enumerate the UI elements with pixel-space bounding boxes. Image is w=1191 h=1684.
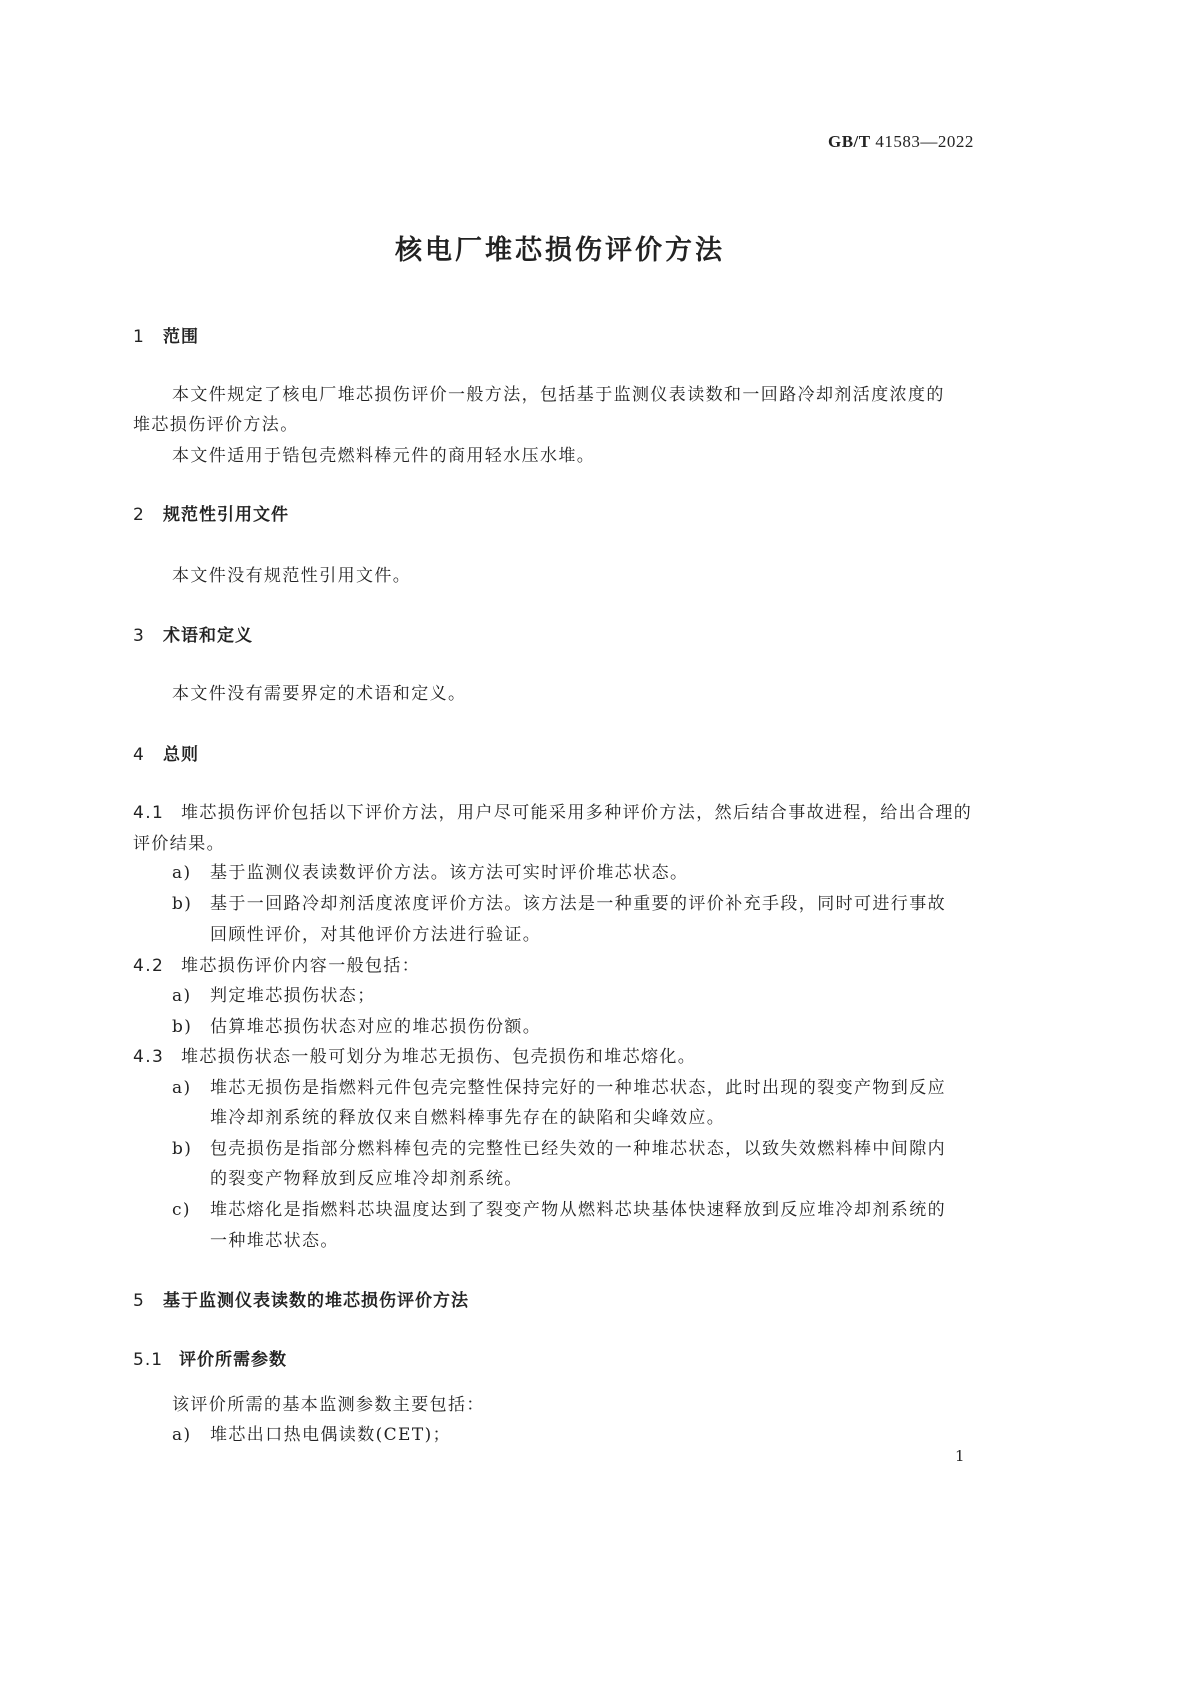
list-text: 堆芯无损伤是指燃料元件包壳完整性保持完好的一种堆芯状态，此时出现的裂变产物到反应 xyxy=(210,1078,946,1098)
paragraph-line: 本文件规定了核电厂堆芯损伤评价一般方法，包括基于监测仪表读数和一回路冷却剂活度浓度的 xyxy=(172,385,945,405)
clause-text: 堆芯损伤评价包括以下评价方法，用户尽可能采用多种评价方法，然后结合事故进程，给出合理的 xyxy=(181,803,973,823)
clause-title: 评价所需参数 xyxy=(179,1350,287,1370)
list-text: 判定堆芯损伤状态； xyxy=(210,986,376,1006)
list-item xyxy=(172,1012,541,1037)
list-text: 包壳损伤是指部分燃料棒包壳的完整性已经失效的一种堆芯状态，以致失效燃料棒中间隙内 xyxy=(210,1139,946,1159)
list-text: 估算堆芯损伤状态对应的堆芯损伤份额。 xyxy=(210,1017,542,1037)
section-number: 5 xyxy=(133,1291,145,1311)
section-number: 1 xyxy=(133,327,145,347)
section-1-heading xyxy=(133,322,199,347)
list-text-continued: 回顾性评价，对其他评价方法进行验证。 xyxy=(210,925,542,945)
section-number: 2 xyxy=(133,505,145,525)
page-number: 1 xyxy=(955,1447,965,1465)
clause-number: 4.3 xyxy=(133,1047,165,1067)
standard-code: 41583—2022 xyxy=(875,132,974,151)
list-item xyxy=(172,1195,946,1220)
list-label: a) xyxy=(172,986,192,1006)
list-item xyxy=(172,858,688,883)
list-item xyxy=(172,1073,946,1098)
paragraph-line: 堆芯损伤评价方法。 xyxy=(133,415,299,435)
paragraph: 本文件适用于锆包壳燃料棒元件的商用轻水压水堆。 xyxy=(172,446,596,466)
list-text: 基于一回路冷却剂活度浓度评价方法。该方法是一种重要的评价补充手段，同时可进行事故 xyxy=(210,894,946,914)
paragraph-line: 评价结果。 xyxy=(133,834,225,854)
section-number: 3 xyxy=(133,626,145,646)
section-title: 基于监测仪表读数的堆芯损伤评价方法 xyxy=(163,1291,469,1311)
clause-number: 5.1 xyxy=(133,1350,164,1370)
list-label: a) xyxy=(172,1425,192,1445)
list-text: 堆芯熔化是指燃料芯块温度达到了裂变产物从燃料芯块基体快速释放到反应堆冷却剂系统的 xyxy=(210,1200,946,1220)
clause-4-1 xyxy=(133,798,972,823)
clause-4-2 xyxy=(133,951,420,976)
list-item xyxy=(172,1134,946,1159)
clause-number: 4.1 xyxy=(133,803,165,823)
list-text: 基于监测仪表读数评价方法。该方法可实时评价堆芯状态。 xyxy=(210,863,689,883)
section-title: 规范性引用文件 xyxy=(163,505,289,525)
standard-prefix: GB/T xyxy=(828,132,871,151)
list-label: c) xyxy=(172,1200,191,1220)
section-3-heading xyxy=(133,621,253,646)
clause-4-3 xyxy=(133,1042,696,1067)
list-label: a) xyxy=(172,1078,192,1098)
paragraph: 本文件没有需要界定的术语和定义。 xyxy=(172,684,467,704)
list-text-continued: 堆冷却剂系统的释放仅来自燃料棒事先存在的缺陷和尖峰效应。 xyxy=(210,1108,726,1128)
list-item xyxy=(172,1420,451,1445)
clause-text: 堆芯损伤状态一般可划分为堆芯无损伤、包壳损伤和堆芯熔化。 xyxy=(181,1047,697,1067)
list-text: 堆芯出口热电偶读数(CET)； xyxy=(210,1425,452,1445)
section-title: 总则 xyxy=(163,745,199,765)
clause-number: 4.2 xyxy=(133,956,165,976)
list-item xyxy=(172,981,376,1006)
section-number: 4 xyxy=(133,745,145,765)
document-title: 核电厂堆芯损伤评价方法 xyxy=(395,235,725,266)
section-title: 范围 xyxy=(163,327,199,347)
clause-5-1-heading xyxy=(133,1345,287,1370)
section-2-heading xyxy=(133,500,289,525)
standard-number xyxy=(828,132,974,152)
clause-text: 堆芯损伤评价内容一般包括： xyxy=(181,956,421,976)
section-title: 术语和定义 xyxy=(163,626,253,646)
list-label: a) xyxy=(172,863,192,883)
paragraph: 该评价所需的基本监测参数主要包括： xyxy=(172,1395,485,1415)
section-4-heading xyxy=(133,740,199,765)
list-text-continued: 一种堆芯状态。 xyxy=(210,1231,339,1251)
list-item xyxy=(172,889,946,914)
section-5-heading xyxy=(133,1286,469,1311)
list-label: b) xyxy=(172,1139,193,1159)
list-label: b) xyxy=(172,1017,193,1037)
list-text-continued: 的裂变产物释放到反应堆冷却剂系统。 xyxy=(210,1169,523,1189)
list-label: b) xyxy=(172,894,193,914)
paragraph: 本文件没有规范性引用文件。 xyxy=(172,566,412,586)
